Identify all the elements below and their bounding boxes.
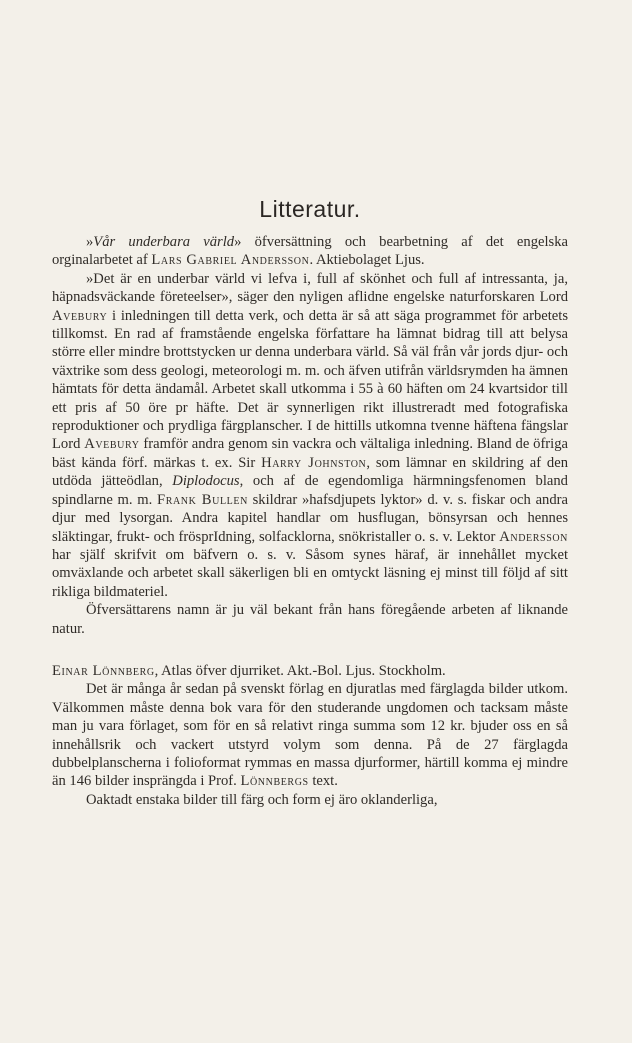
citation-text: , Atlas öfver djurriket. Akt.-Bol. Ljus. Stockholm. — [154, 662, 446, 679]
quote-mark: » — [86, 234, 94, 250]
text-run: , och af de egendomliga härmningsfenomen bland spindlarne m. m. — [52, 473, 568, 508]
review-1-paragraph-1 — [52, 270, 568, 601]
citation-text: öfversättning och bearbetning af det engelska orginalarbetet af — [52, 234, 568, 269]
person-name: Lönnbergs — [240, 773, 309, 790]
book-title: Vår underbara värld — [93, 234, 235, 250]
person-name: Avebury — [84, 436, 140, 453]
review-2-paragraph-2: Oaktadt enstaka bilder till färg och form ej äro oklanderliga, — [86, 791, 438, 808]
person-name: Harry Johnston — [261, 454, 367, 471]
text-run: »Det är en underbar värld vi lefva i, full af skönhet och full af intressanta, ja, häpnadsväckande företeelser», säger den nyligen aflidne engelske naturforskaren Lord — [52, 270, 568, 306]
review-2 — [52, 662, 568, 809]
review-1 — [52, 233, 568, 638]
review-2-citation — [52, 662, 568, 680]
person-name: Avebury — [52, 307, 108, 324]
person-name: Andersson — [499, 528, 568, 545]
review-2-paragraph-1 — [52, 680, 568, 790]
spacer — [52, 638, 568, 662]
translator-name: Lars Gabriel Andersson — [151, 252, 310, 269]
text-run: text. — [308, 773, 338, 790]
section-heading: Litteratur. — [259, 196, 361, 222]
text-run: har själf skrifvit om bäfvern o. s. v. Såsom synes häraf, är innehållet mycket omväxlande och arbetet skall säkerligen bli en omtyckt läsning ej minst till följd af sitt rikliga bildmateriel. — [52, 546, 568, 600]
author-name: Einar Lönnberg — [52, 662, 155, 679]
text-run: framför andra genom sin vackra och vältaliga inledning. Bland de öfriga bäst kända förf. märkas t. ex. Sir — [52, 436, 568, 471]
species-name: Diplodocus — [172, 473, 240, 490]
text-run: i inledningen till detta verk, och detta är så att säga programmet för arbetets tillkomst. En rad af framstående engelska författare ha lämnat bidrag till att belysa större eller mindre brottstycken ur denna underbara värld. Så väl från vår jords djur- och växtrike som dess geologi, meteorologi m. m. och äfven utifrån världsrymden ha ämnen hämtats för detta ändamål. Arbetet skall utkomma i 55 à 60 häften om 24 kvartsidor till ett pris af 50 öre pr häfte. Det är synnerligen rikt illustreradt med fotografiska reproduktioner och prydliga färgplanscher. I de hittills utkomna tvenne häftena fängslar Lord — [52, 307, 568, 453]
quote-mark: » — [234, 234, 242, 250]
text-run: skildrar »hafsdjupets lyktor» d. v. s. fiskar och andra djur med lysorgan. Andra kapitel handlar om husflugan, bönsyrsan och hennes släktingar, frukt- och frösprIdning, solfacklorna, snökristaller o. s. v. Lektor — [52, 491, 568, 545]
text-run: Det är många år sedan på svenskt förlag en djuratlas med färglagda bilder utkom. Välkommen måste denna bok vara för den studerande ungdomen och tacksam måste man ju vara förlaget, som för en så relativt ringa summa som 12 kr. bjuder oss en så innehållsrik och vackert utstyrd volym som denna. På de 27 färglagda dubbelplanscherna i folioformat rymmas en massa djurformer, härtill komma ej mindre än 146 bilder insprängda i Prof. — [52, 681, 568, 790]
text-run: , som lämnar en skildring af den utdöda jätteödlan, — [52, 454, 568, 490]
page — [52, 196, 568, 809]
review-1-citation — [52, 233, 568, 270]
publisher-text: . Aktiebolaget Ljus. — [309, 252, 425, 269]
person-name: Frank Bullen — [157, 491, 248, 508]
review-1-paragraph-2: Öfversättarens namn är ju väl bekant från hans föregående arbeten af liknande natur. — [52, 602, 568, 637]
